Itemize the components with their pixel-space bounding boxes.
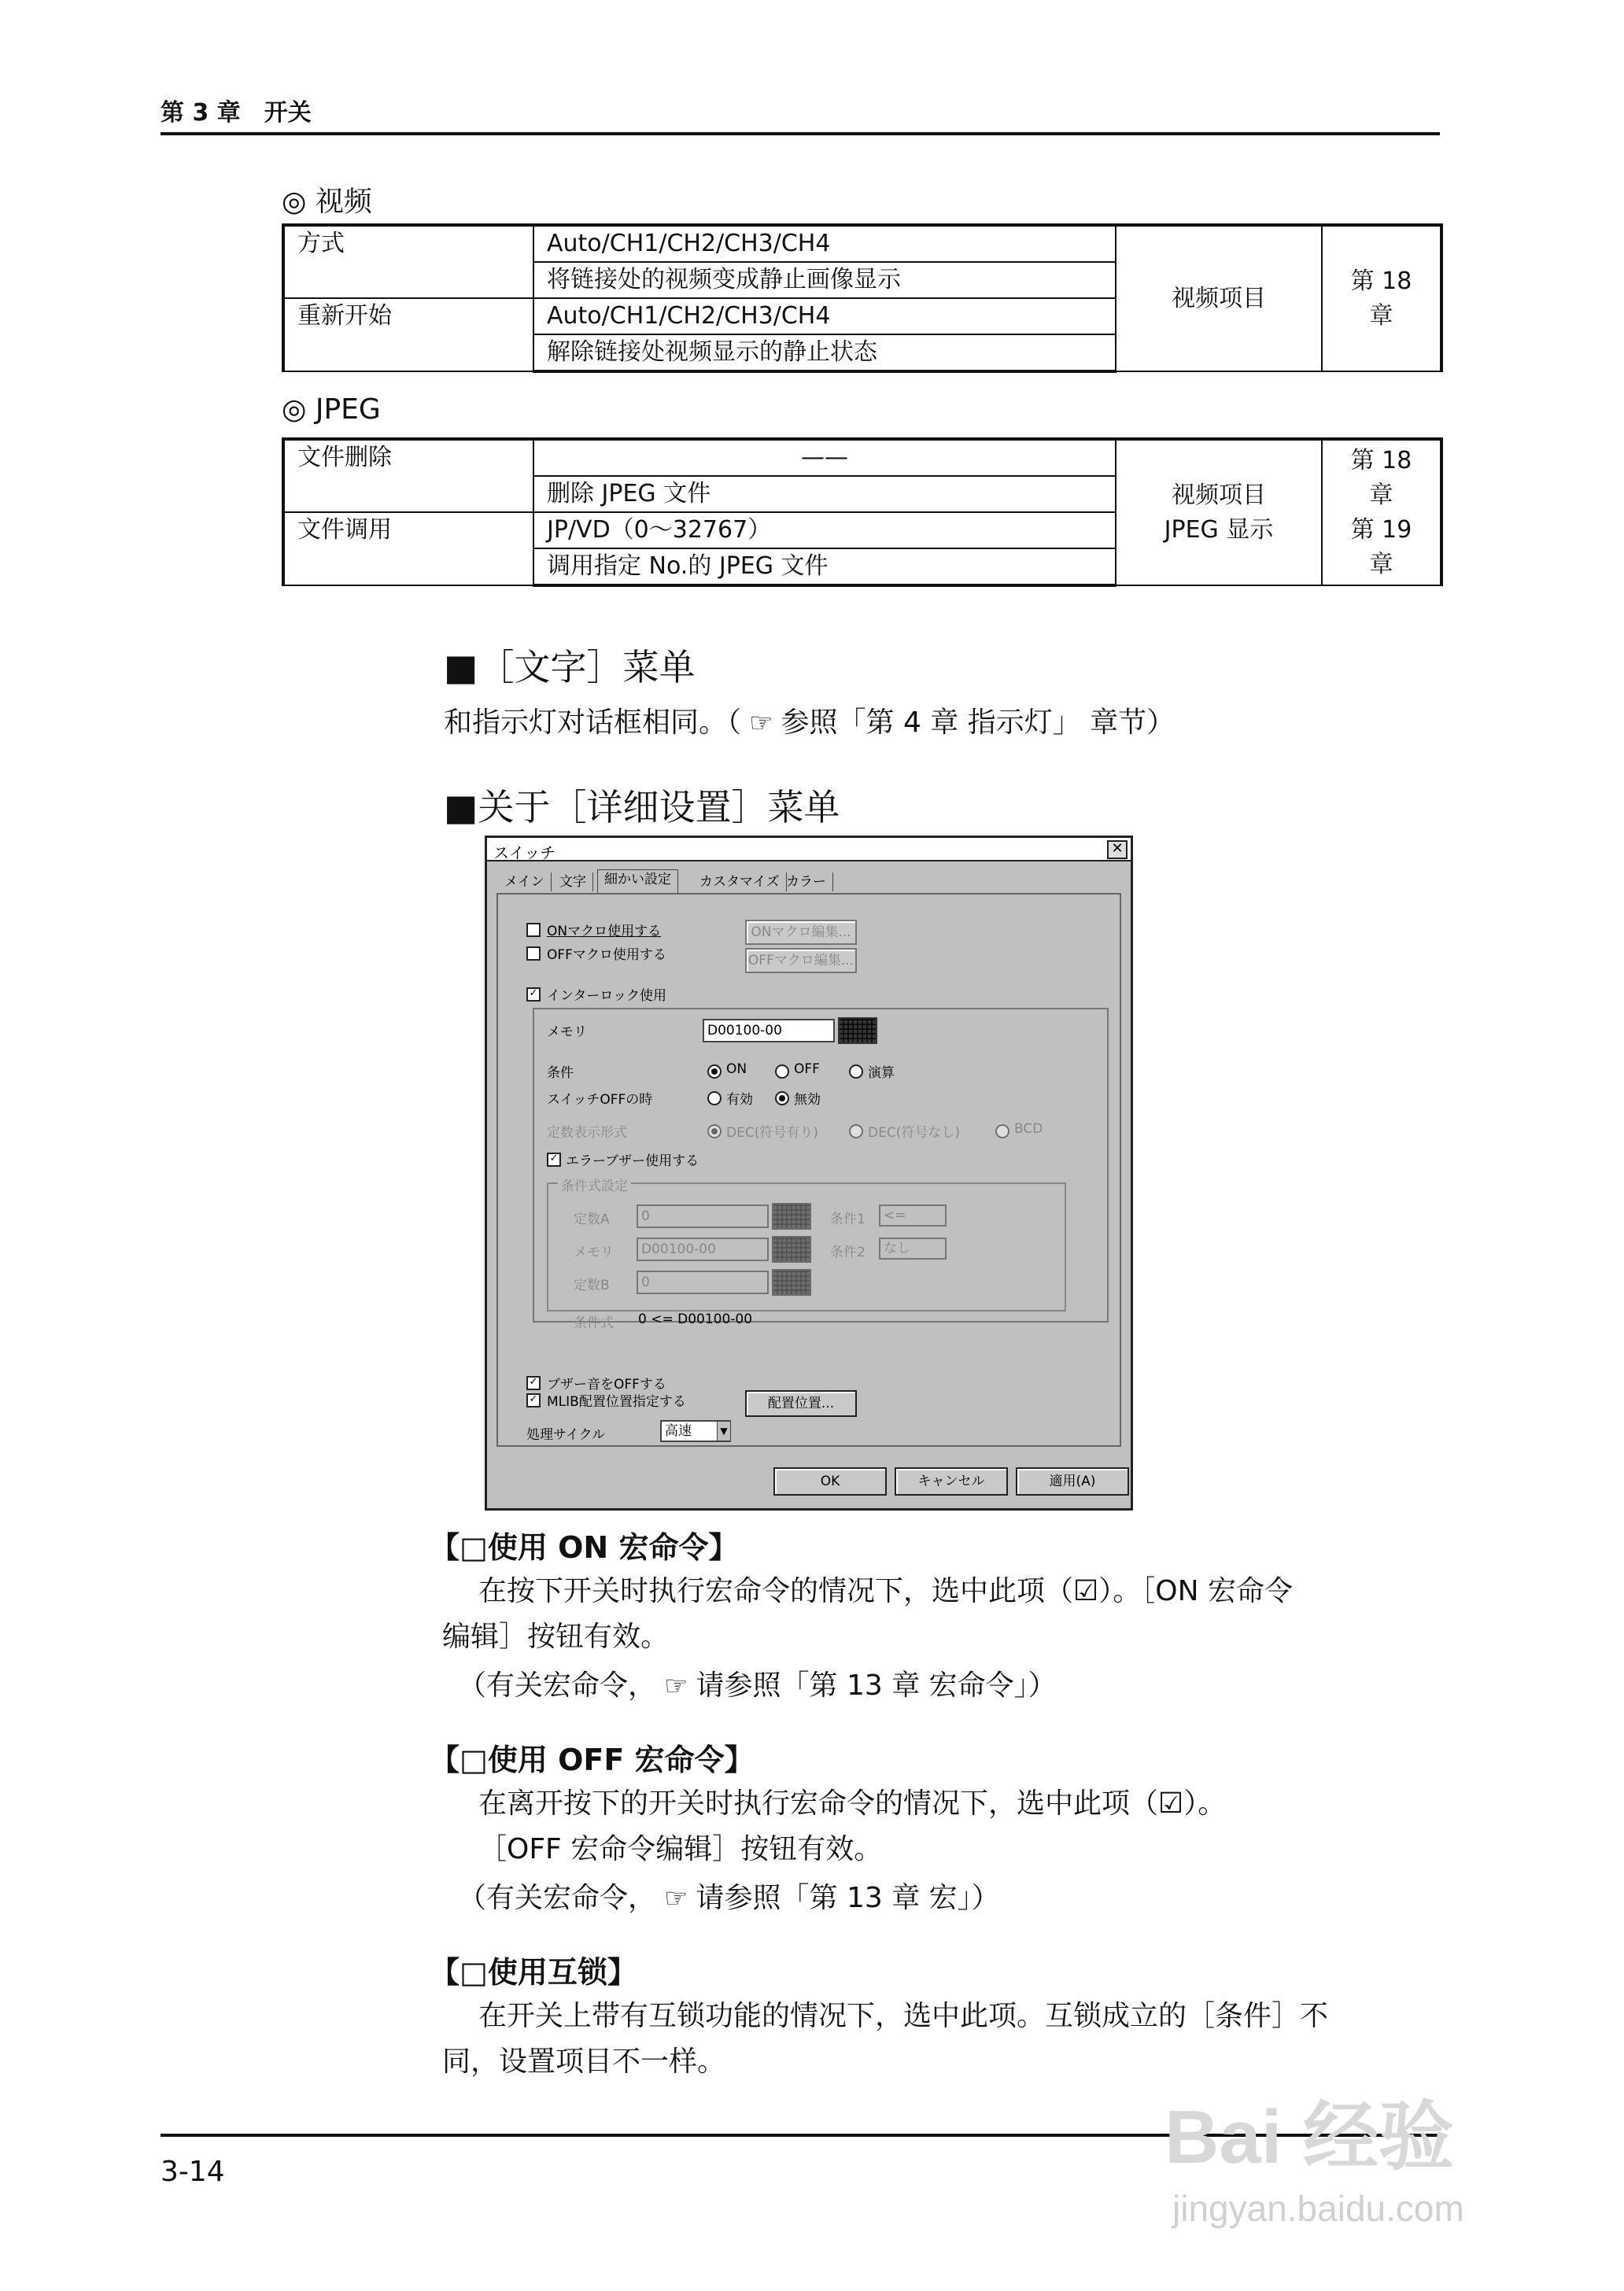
cancel-button[interactable]: キャンセル bbox=[895, 1467, 1008, 1496]
jpeg-section-title: ◎ JPEG bbox=[282, 393, 381, 426]
text-menu-heading: ■［文字］菜单 bbox=[444, 646, 696, 688]
cond2-label: 条件2 bbox=[830, 1245, 866, 1260]
buzzer-off-checkbox[interactable]: ✓ bbox=[526, 1376, 541, 1390]
condition-label: 条件 bbox=[547, 1065, 574, 1081]
apply-button[interactable]: 適用(A) bbox=[1016, 1467, 1129, 1496]
cycle-select[interactable]: 高速 bbox=[660, 1420, 731, 1442]
item-ref-pre: （有关宏命令， bbox=[458, 1669, 657, 1702]
item-ref-pre: （有关宏命令， bbox=[458, 1882, 657, 1914]
keypad-icon[interactable] bbox=[838, 1017, 877, 1044]
memory-input[interactable]: D00100-00 bbox=[703, 1019, 835, 1042]
const-b-label: 定数B bbox=[574, 1278, 610, 1293]
keypad-icon[interactable] bbox=[772, 1203, 811, 1230]
hand-pointer-icon: ☞ bbox=[749, 707, 773, 739]
video-row-desc: 将链接处的视频变成静止画像显示 bbox=[533, 262, 1116, 298]
text-menu-body-pre: 和指示灯对话框相同。（ bbox=[444, 706, 742, 739]
memory2-input[interactable]: D00100-00 bbox=[637, 1238, 769, 1261]
jpeg-table bbox=[282, 437, 1443, 587]
page-number: 3-14 bbox=[161, 2156, 225, 2188]
memory2-label: メモリ bbox=[574, 1245, 614, 1260]
jpeg-row-name: 文件调用 bbox=[283, 512, 533, 585]
item-line: 在开关上带有互锁功能的情况下，选中此项。互锁成立的［条件］不 bbox=[478, 2000, 1329, 2032]
cond-off-label: OFF bbox=[794, 1061, 820, 1077]
memory-label: メモリ bbox=[547, 1024, 587, 1040]
invalid-label: 無効 bbox=[794, 1092, 821, 1108]
item-line: 同，设置项目不一样。 bbox=[442, 2046, 726, 2078]
video-row-value: Auto/CH1/CH2/CH3/CH4 bbox=[533, 225, 1116, 262]
video-row-value: Auto/CH1/CH2/CH3/CH4 bbox=[533, 298, 1116, 334]
cond-calc-label: 演算 bbox=[868, 1065, 895, 1081]
cond-expr-value: 0 <= D00100-00 bbox=[638, 1312, 753, 1327]
keypad-icon[interactable] bbox=[772, 1236, 811, 1263]
dialog-titlebar bbox=[487, 838, 1131, 861]
video-table bbox=[282, 223, 1443, 373]
mlib-checkbox[interactable]: ✓ bbox=[526, 1393, 541, 1407]
video-chapter: 第 18 章 bbox=[1322, 225, 1441, 371]
item-heading: 【□使用 ON 宏命令】 bbox=[430, 1530, 739, 1565]
ok-button[interactable]: OK bbox=[773, 1467, 887, 1496]
cond-on-label: ON bbox=[726, 1061, 747, 1077]
hand-pointer-icon: ☞ bbox=[664, 1670, 688, 1702]
item-line: ［OFF 宏命令编辑］按钮有效。 bbox=[478, 1833, 883, 1865]
text-menu-body-post: 参照「第 4 章 指示灯」 章节） bbox=[781, 706, 1176, 739]
use-off-macro-label: OFFマクロ使用する bbox=[547, 947, 666, 963]
video-row-desc: 解除链接处视频显示的静止状态 bbox=[533, 334, 1116, 371]
cond1-select[interactable]: <= bbox=[879, 1205, 947, 1227]
valid-label: 有効 bbox=[726, 1092, 753, 1108]
jpeg-chapter-2: 第 19 章 bbox=[1350, 515, 1412, 578]
cond-expr-label: 条件式 bbox=[574, 1315, 614, 1331]
jpeg-row-value: —— bbox=[533, 439, 1116, 476]
item-heading: 【□使用 OFF 宏命令】 bbox=[430, 1743, 755, 1777]
item-line: 在按下开关时执行宏命令的情况下，选中此项（☑）。［ON 宏命令 bbox=[478, 1575, 1293, 1607]
jpeg-row-desc: 调用指定 No.的 JPEG 文件 bbox=[533, 548, 1116, 585]
cond2-select[interactable]: なし bbox=[879, 1238, 947, 1260]
const-format-label: 定数表示形式 bbox=[547, 1125, 627, 1141]
item-line: 编辑］按钮有效。 bbox=[442, 1621, 670, 1653]
detail-menu-heading: ■关于［详细设置］菜单 bbox=[444, 786, 840, 828]
item-heading: 【□使用互锁】 bbox=[430, 1955, 637, 1990]
tab-text[interactable]: 文字 bbox=[553, 872, 593, 891]
error-buzzer-checkbox[interactable]: ✓ bbox=[547, 1153, 561, 1167]
interlock-checkbox[interactable]: ✓ bbox=[526, 987, 541, 1002]
jpeg-ref-1: 视频项目 bbox=[1172, 481, 1266, 509]
jpeg-row-value: JP/VD（0～32767） bbox=[533, 512, 1116, 548]
close-icon[interactable]: ✕ bbox=[1107, 840, 1128, 859]
tab-customize[interactable]: カスタマイズ bbox=[693, 872, 787, 891]
jpeg-chapter-1: 第 18 章 bbox=[1350, 446, 1412, 509]
cond-off-radio[interactable] bbox=[775, 1064, 789, 1079]
hand-pointer-icon: ☞ bbox=[664, 1883, 688, 1914]
jpeg-ref-2: JPEG 显示 bbox=[1164, 515, 1274, 544]
error-buzzer-label: エラーブザー使用する bbox=[566, 1153, 699, 1169]
cond1-label: 条件1 bbox=[830, 1212, 866, 1227]
cond-setting-label: 条件式設定 bbox=[558, 1175, 631, 1194]
cond-calc-radio[interactable] bbox=[849, 1064, 863, 1079]
use-on-macro-checkbox[interactable] bbox=[526, 923, 541, 937]
on-macro-edit-button[interactable]: ONマクロ編集... bbox=[745, 920, 857, 945]
jpeg-row-name: 文件删除 bbox=[283, 439, 533, 512]
tab-main[interactable]: メイン bbox=[498, 872, 552, 891]
cycle-label: 処理サイクル bbox=[526, 1427, 605, 1443]
item-ref bbox=[458, 1876, 1000, 1921]
watermark-logo: Bai 经验 bbox=[1164, 2095, 1455, 2179]
tab-detail-settings[interactable]: 細かい設定 bbox=[597, 869, 678, 894]
header-rule bbox=[161, 132, 1440, 135]
jpeg-ref bbox=[1116, 439, 1322, 585]
item-ref-post: 请参照「第 13 章 宏」） bbox=[696, 1882, 1000, 1914]
keypad-icon[interactable] bbox=[772, 1269, 811, 1296]
text-menu-body bbox=[444, 700, 1175, 746]
buzzer-off-label: ブザー音をOFFする bbox=[547, 1377, 666, 1393]
switch-dialog bbox=[485, 836, 1133, 1511]
const-a-input[interactable]: 0 bbox=[637, 1205, 769, 1228]
tab-color[interactable]: カラー bbox=[780, 872, 833, 891]
dec-signed-label: DEC(符号有り) bbox=[726, 1125, 818, 1141]
cond-on-radio[interactable] bbox=[707, 1064, 722, 1079]
jpeg-row-desc: 删除 JPEG 文件 bbox=[533, 476, 1116, 512]
item-ref-post: 请参照「第 13 章 宏命令」） bbox=[696, 1669, 1057, 1702]
chevron-down-icon[interactable]: ▼ bbox=[717, 1422, 730, 1441]
dec-signed-radio[interactable] bbox=[707, 1124, 722, 1138]
off-macro-edit-button[interactable]: OFFマクロ編集... bbox=[745, 948, 857, 973]
switch-off-label: スイッチOFFの時 bbox=[547, 1092, 653, 1108]
const-b-input[interactable]: 0 bbox=[637, 1271, 769, 1294]
position-button[interactable]: 配置位置... bbox=[745, 1390, 857, 1417]
item-ref bbox=[458, 1663, 1057, 1709]
video-row-name: 方式 bbox=[283, 225, 533, 298]
jpeg-chapter bbox=[1322, 439, 1441, 585]
use-on-macro-label: ONマクロ使用する bbox=[547, 924, 662, 939]
const-a-label: 定数A bbox=[574, 1212, 610, 1227]
bcd-radio[interactable] bbox=[995, 1124, 1009, 1138]
valid-radio[interactable] bbox=[707, 1091, 722, 1105]
video-section-title: ◎ 视频 bbox=[282, 186, 372, 218]
invalid-radio[interactable] bbox=[775, 1091, 789, 1105]
interlock-label: インターロック使用 bbox=[547, 988, 666, 1004]
mlib-label: MLIB配置位置指定する bbox=[547, 1394, 686, 1410]
video-ref: 视频项目 bbox=[1116, 225, 1322, 371]
video-row-name: 重新开始 bbox=[283, 298, 533, 371]
chapter-header: 第 3 章 开关 bbox=[161, 99, 312, 127]
dec-unsigned-radio[interactable] bbox=[849, 1124, 863, 1138]
dec-unsigned-label: DEC(符号なし) bbox=[868, 1125, 960, 1141]
item-line: 在离开按下的开关时执行宏命令的情况下，选中此项（☑）。 bbox=[478, 1787, 1227, 1820]
watermark-site: jingyan.baidu.com bbox=[1172, 2188, 1464, 2229]
use-off-macro-checkbox[interactable] bbox=[526, 946, 541, 961]
dialog-title: スイッチ bbox=[493, 843, 556, 862]
bcd-label: BCD bbox=[1014, 1121, 1043, 1137]
